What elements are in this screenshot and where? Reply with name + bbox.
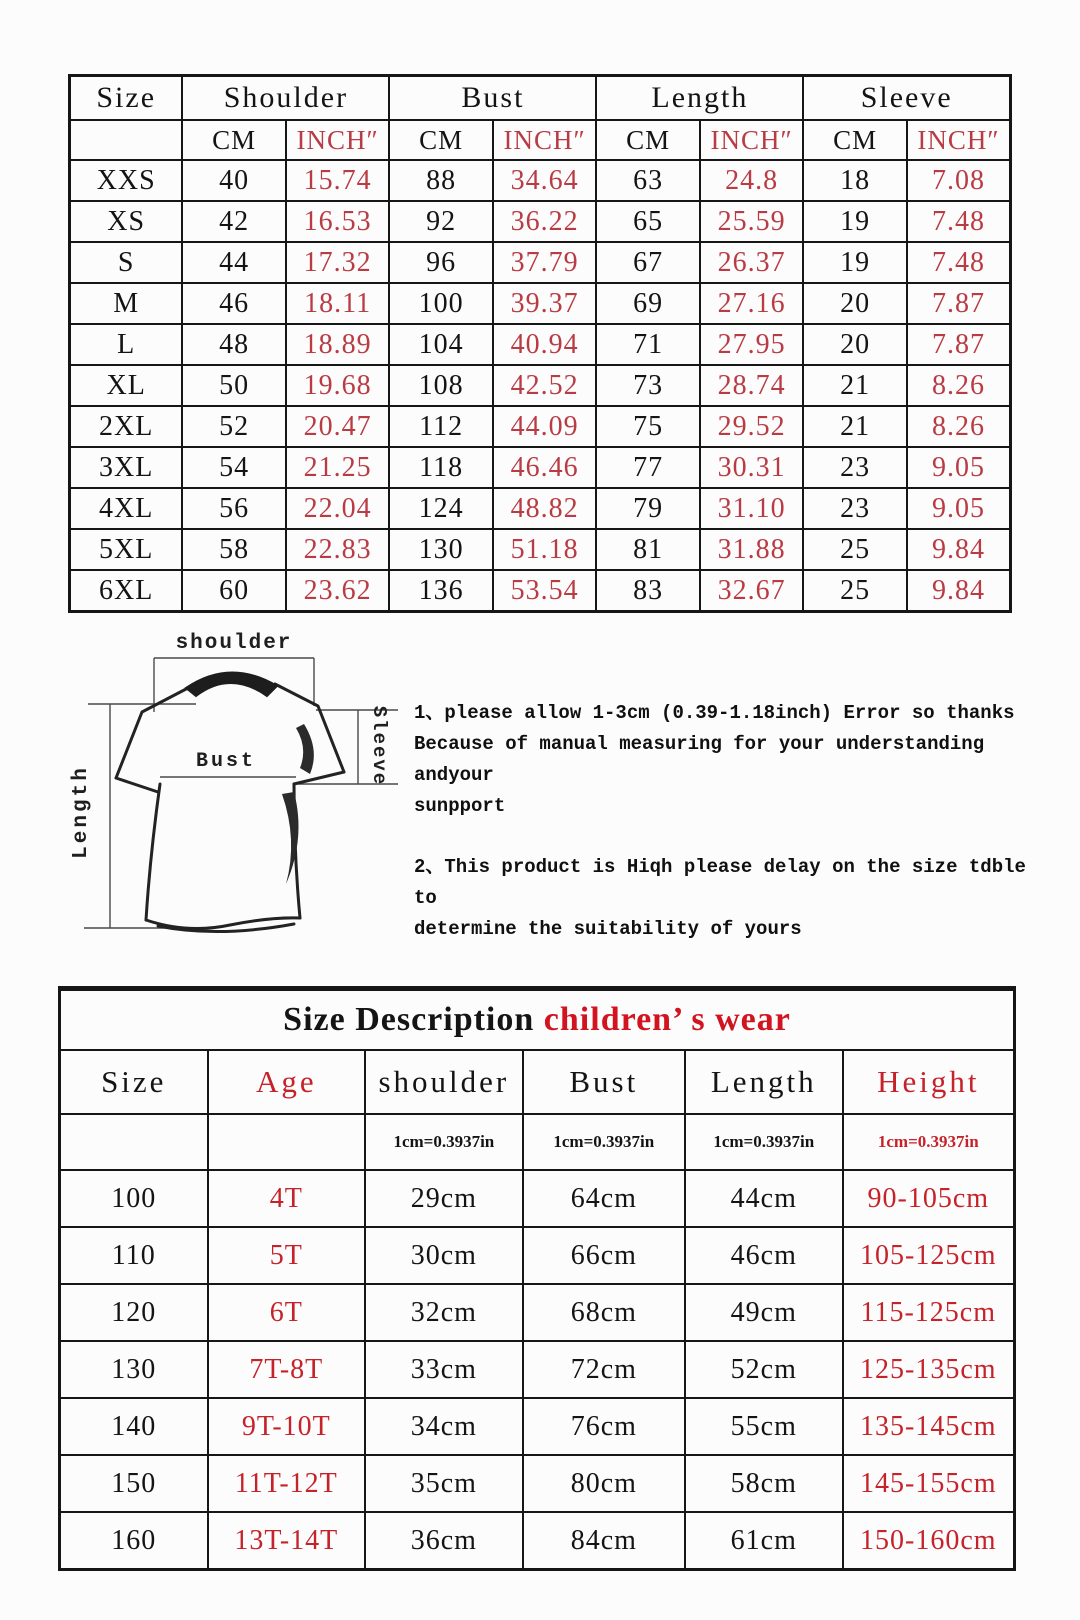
cell-length-inch: 27.16 xyxy=(700,283,804,324)
adult-table-body xyxy=(70,160,1011,612)
cell-shoulder-cm: 44 xyxy=(182,242,286,283)
cell-bust-inch: 34.64 xyxy=(493,160,597,201)
cell-kids-bust: 80cm xyxy=(523,1455,685,1512)
cell-shoulder-inch: 18.89 xyxy=(286,324,390,365)
cell-length-cm: 69 xyxy=(596,283,700,324)
cell-sleeve-inch: 9.84 xyxy=(907,529,1011,570)
cell-shoulder-cm: 46 xyxy=(182,283,286,324)
cell-sleeve-cm: 18 xyxy=(803,160,907,201)
cell-kids-shoulder: 34cm xyxy=(365,1398,523,1455)
cell-length-cm: 67 xyxy=(596,242,700,283)
cell-sleeve-cm: 20 xyxy=(803,324,907,365)
unit-cm: CM xyxy=(803,120,907,160)
cell-kids-size: 110 xyxy=(60,1227,208,1284)
cell-length-inch: 27.95 xyxy=(700,324,804,365)
cell-bust-inch: 42.52 xyxy=(493,365,597,406)
cell-sleeve-inch: 9.05 xyxy=(907,488,1011,529)
kids-title-row xyxy=(60,989,1015,1051)
unit-inch: INCH″ xyxy=(907,120,1011,160)
cell-length-inch: 29.52 xyxy=(700,406,804,447)
cell-length-cm: 83 xyxy=(596,570,700,612)
kids-title-black: Size Description xyxy=(283,1001,544,1038)
cell-length-inch: 32.67 xyxy=(700,570,804,612)
cell-kids-age: 4T xyxy=(208,1170,366,1227)
adult-unit-row xyxy=(70,120,1011,160)
cell-kids-bust: 68cm xyxy=(523,1284,685,1341)
cell-length-inch: 31.88 xyxy=(700,529,804,570)
kids-col-shoulder: shoulder xyxy=(365,1050,523,1114)
cell-kids-size: 150 xyxy=(60,1455,208,1512)
kids-unit-note: 1cm=0.3937in xyxy=(523,1114,685,1170)
cell-length-cm: 77 xyxy=(596,447,700,488)
cell-kids-age: 6T xyxy=(208,1284,366,1341)
cell-bust-cm: 124 xyxy=(389,488,493,529)
kids-size-row xyxy=(60,1227,1015,1284)
cell-shoulder-cm: 54 xyxy=(182,447,286,488)
note-line: 1、please allow 1-3cm (0.39-1.18inch) Error so thanks xyxy=(414,702,1015,724)
col-length: Length xyxy=(596,76,803,121)
cell-bust-cm: 88 xyxy=(389,160,493,201)
cell-bust-inch: 44.09 xyxy=(493,406,597,447)
cell-bust-cm: 130 xyxy=(389,529,493,570)
kids-size-row xyxy=(60,1398,1015,1455)
diagram-label-length: Length xyxy=(70,765,93,859)
adult-header-row xyxy=(70,76,1011,121)
cell-kids-size: 120 xyxy=(60,1284,208,1341)
cell-kids-length: 55cm xyxy=(685,1398,843,1455)
cell-shoulder-inch: 23.62 xyxy=(286,570,390,612)
cell-bust-inch: 40.94 xyxy=(493,324,597,365)
cell-sleeve-inch: 9.05 xyxy=(907,447,1011,488)
kids-unit-row xyxy=(60,1114,1015,1170)
adult-size-row xyxy=(70,201,1011,242)
kids-size-row xyxy=(60,1512,1015,1570)
kids-title-red: children’ s wear xyxy=(543,1001,791,1038)
kids-unit-empty xyxy=(208,1114,366,1170)
note-line: Because of manual measuring for your understanding andyour xyxy=(414,733,985,786)
cell-shoulder-cm: 60 xyxy=(182,570,286,612)
cell-size-label: XL xyxy=(70,365,183,406)
cell-bust-inch: 46.46 xyxy=(493,447,597,488)
cell-kids-age: 13T-14T xyxy=(208,1512,366,1570)
cell-shoulder-inch: 18.11 xyxy=(286,283,390,324)
cell-size-label: XS xyxy=(70,201,183,242)
cell-shoulder-inch: 22.83 xyxy=(286,529,390,570)
cell-kids-length: 52cm xyxy=(685,1341,843,1398)
cell-kids-height: 105-125cm xyxy=(843,1227,1015,1284)
cell-size-label: 5XL xyxy=(70,529,183,570)
diagram-label-shoulder: shoulder xyxy=(175,632,293,655)
cell-bust-cm: 108 xyxy=(389,365,493,406)
cell-sleeve-inch: 7.48 xyxy=(907,242,1011,283)
cell-size-label: S xyxy=(70,242,183,283)
kids-unit-note: 1cm=0.3937in xyxy=(685,1114,843,1170)
kids-col-bust: Bust xyxy=(523,1050,685,1114)
note-measuring-error xyxy=(414,698,1026,822)
cell-length-inch: 26.37 xyxy=(700,242,804,283)
cell-sleeve-cm: 21 xyxy=(803,365,907,406)
cell-bust-cm: 118 xyxy=(389,447,493,488)
kids-table-header xyxy=(60,989,1015,1171)
cell-size-label: L xyxy=(70,324,183,365)
cell-sleeve-cm: 21 xyxy=(803,406,907,447)
cell-size-label: 6XL xyxy=(70,570,183,612)
cell-kids-length: 61cm xyxy=(685,1512,843,1570)
note-line: determine the suitability of yours xyxy=(414,918,802,940)
kids-unit-note: 1cm=0.3937in xyxy=(365,1114,523,1170)
cell-shoulder-inch: 21.25 xyxy=(286,447,390,488)
cell-bust-cm: 136 xyxy=(389,570,493,612)
kids-unit-note: 1cm=0.3937in xyxy=(843,1114,1015,1170)
kids-unit-empty xyxy=(60,1114,208,1170)
cell-sleeve-cm: 19 xyxy=(803,201,907,242)
kids-col-length: Length xyxy=(685,1050,843,1114)
cell-shoulder-cm: 58 xyxy=(182,529,286,570)
cell-size-label: 2XL xyxy=(70,406,183,447)
unit-cm: CM xyxy=(596,120,700,160)
cell-kids-height: 115-125cm xyxy=(843,1284,1015,1341)
cell-length-cm: 65 xyxy=(596,201,700,242)
kids-col-height: Height xyxy=(843,1050,1015,1114)
adult-table-header xyxy=(70,76,1011,161)
unit-cm: CM xyxy=(182,120,286,160)
cell-sleeve-inch: 7.87 xyxy=(907,283,1011,324)
cell-bust-cm: 100 xyxy=(389,283,493,324)
kids-size-table xyxy=(58,986,1016,1571)
cell-kids-height: 135-145cm xyxy=(843,1398,1015,1455)
cell-shoulder-cm: 42 xyxy=(182,201,286,242)
adult-size-row xyxy=(70,447,1011,488)
kids-size-row xyxy=(60,1284,1015,1341)
cell-bust-cm: 92 xyxy=(389,201,493,242)
unit-inch: INCH″ xyxy=(700,120,804,160)
sleeve-shade xyxy=(296,724,314,774)
adult-size-row xyxy=(70,529,1011,570)
adult-size-row xyxy=(70,406,1011,447)
cell-size-label: 4XL xyxy=(70,488,183,529)
cell-kids-age: 7T-8T xyxy=(208,1341,366,1398)
cell-kids-age: 5T xyxy=(208,1227,366,1284)
cell-length-cm: 73 xyxy=(596,365,700,406)
cell-length-inch: 30.31 xyxy=(700,447,804,488)
diagram-label-bust: Bust xyxy=(195,750,257,773)
cell-size-label: 3XL xyxy=(70,447,183,488)
cell-shoulder-cm: 48 xyxy=(182,324,286,365)
cell-size-label: M xyxy=(70,283,183,324)
cell-kids-size: 100 xyxy=(60,1170,208,1227)
cell-bust-inch: 37.79 xyxy=(493,242,597,283)
diagram-label-sleeve: Sleeve xyxy=(368,705,390,787)
cell-kids-bust: 76cm xyxy=(523,1398,685,1455)
adult-size-row xyxy=(70,160,1011,201)
cell-kids-shoulder: 35cm xyxy=(365,1455,523,1512)
cell-kids-height: 125-135cm xyxy=(843,1341,1015,1398)
cell-kids-length: 44cm xyxy=(685,1170,843,1227)
cell-shoulder-inch: 20.47 xyxy=(286,406,390,447)
cell-kids-bust: 66cm xyxy=(523,1227,685,1284)
cell-length-cm: 63 xyxy=(596,160,700,201)
adult-size-row xyxy=(70,283,1011,324)
col-sleeve: Sleeve xyxy=(803,76,1010,121)
cell-shoulder-inch: 22.04 xyxy=(286,488,390,529)
cell-sleeve-cm: 19 xyxy=(803,242,907,283)
cell-kids-shoulder: 33cm xyxy=(365,1341,523,1398)
cell-kids-length: 58cm xyxy=(685,1455,843,1512)
cell-length-cm: 71 xyxy=(596,324,700,365)
cell-length-cm: 75 xyxy=(596,406,700,447)
cell-sleeve-cm: 25 xyxy=(803,570,907,612)
cell-kids-height: 150-160cm xyxy=(843,1512,1015,1570)
col-size: Size xyxy=(70,76,183,121)
cell-sleeve-cm: 20 xyxy=(803,283,907,324)
kids-table-title xyxy=(60,989,1015,1051)
cell-kids-shoulder: 30cm xyxy=(365,1227,523,1284)
note-line: sunpport xyxy=(414,795,506,817)
cell-shoulder-inch: 15.74 xyxy=(286,160,390,201)
adult-size-table xyxy=(68,74,1012,613)
adult-size-row xyxy=(70,324,1011,365)
cell-sleeve-inch: 9.84 xyxy=(907,570,1011,612)
cell-kids-height: 145-155cm xyxy=(843,1455,1015,1512)
cell-kids-bust: 84cm xyxy=(523,1512,685,1570)
cell-length-inch: 24.8 xyxy=(700,160,804,201)
tshirt-measure-diagram xyxy=(58,612,430,948)
adult-size-row xyxy=(70,365,1011,406)
collar-shape xyxy=(186,672,277,696)
note-size-advice xyxy=(414,852,1026,945)
cell-sleeve-inch: 8.26 xyxy=(907,365,1011,406)
unit-empty-cell xyxy=(70,120,183,160)
cell-shoulder-inch: 16.53 xyxy=(286,201,390,242)
cell-kids-bust: 64cm xyxy=(523,1170,685,1227)
cell-length-inch: 31.10 xyxy=(700,488,804,529)
cell-size-label: XXS xyxy=(70,160,183,201)
kids-col-size: Size xyxy=(60,1050,208,1114)
adult-size-row xyxy=(70,488,1011,529)
cell-kids-length: 49cm xyxy=(685,1284,843,1341)
cell-kids-bust: 72cm xyxy=(523,1341,685,1398)
kids-header-row xyxy=(60,1050,1015,1114)
cell-kids-shoulder: 29cm xyxy=(365,1170,523,1227)
cell-kids-shoulder: 32cm xyxy=(365,1284,523,1341)
cell-shoulder-cm: 40 xyxy=(182,160,286,201)
kids-size-row xyxy=(60,1341,1015,1398)
cell-sleeve-cm: 23 xyxy=(803,488,907,529)
cell-shoulder-inch: 19.68 xyxy=(286,365,390,406)
cell-kids-height: 90-105cm xyxy=(843,1170,1015,1227)
cell-length-inch: 25.59 xyxy=(700,201,804,242)
col-shoulder: Shoulder xyxy=(182,76,389,121)
unit-inch: INCH″ xyxy=(286,120,390,160)
cell-length-cm: 79 xyxy=(596,488,700,529)
cell-kids-size: 140 xyxy=(60,1398,208,1455)
kids-size-row xyxy=(60,1455,1015,1512)
cell-length-cm: 81 xyxy=(596,529,700,570)
cell-kids-shoulder: 36cm xyxy=(365,1512,523,1570)
cell-shoulder-inch: 17.32 xyxy=(286,242,390,283)
cell-bust-inch: 51.18 xyxy=(493,529,597,570)
unit-cm: CM xyxy=(389,120,493,160)
cell-bust-inch: 48.82 xyxy=(493,488,597,529)
cell-sleeve-inch: 7.87 xyxy=(907,324,1011,365)
note-line: 2、This product is Hiqh please delay on the size tdble to xyxy=(414,856,1026,909)
cell-bust-inch: 53.54 xyxy=(493,570,597,612)
adult-size-row xyxy=(70,242,1011,283)
cell-sleeve-cm: 25 xyxy=(803,529,907,570)
cell-bust-inch: 39.37 xyxy=(493,283,597,324)
adult-size-row xyxy=(70,570,1011,612)
cell-sleeve-cm: 23 xyxy=(803,447,907,488)
cell-bust-cm: 112 xyxy=(389,406,493,447)
cell-kids-age: 11T-12T xyxy=(208,1455,366,1512)
cell-shoulder-cm: 56 xyxy=(182,488,286,529)
cell-shoulder-cm: 52 xyxy=(182,406,286,447)
kids-size-row xyxy=(60,1170,1015,1227)
cell-kids-age: 9T-10T xyxy=(208,1398,366,1455)
unit-inch: INCH″ xyxy=(493,120,597,160)
cell-kids-size: 160 xyxy=(60,1512,208,1570)
tshirt-sketch xyxy=(58,612,430,948)
cell-sleeve-inch: 8.26 xyxy=(907,406,1011,447)
cell-length-inch: 28.74 xyxy=(700,365,804,406)
cell-bust-cm: 104 xyxy=(389,324,493,365)
kids-col-age: Age xyxy=(208,1050,366,1114)
cell-bust-cm: 96 xyxy=(389,242,493,283)
cell-bust-inch: 36.22 xyxy=(493,201,597,242)
cell-shoulder-cm: 50 xyxy=(182,365,286,406)
kids-table-body xyxy=(60,1170,1015,1570)
cell-kids-length: 46cm xyxy=(685,1227,843,1284)
col-bust: Bust xyxy=(389,76,596,121)
cell-kids-size: 130 xyxy=(60,1341,208,1398)
cell-sleeve-inch: 7.48 xyxy=(907,201,1011,242)
cell-sleeve-inch: 7.08 xyxy=(907,160,1011,201)
